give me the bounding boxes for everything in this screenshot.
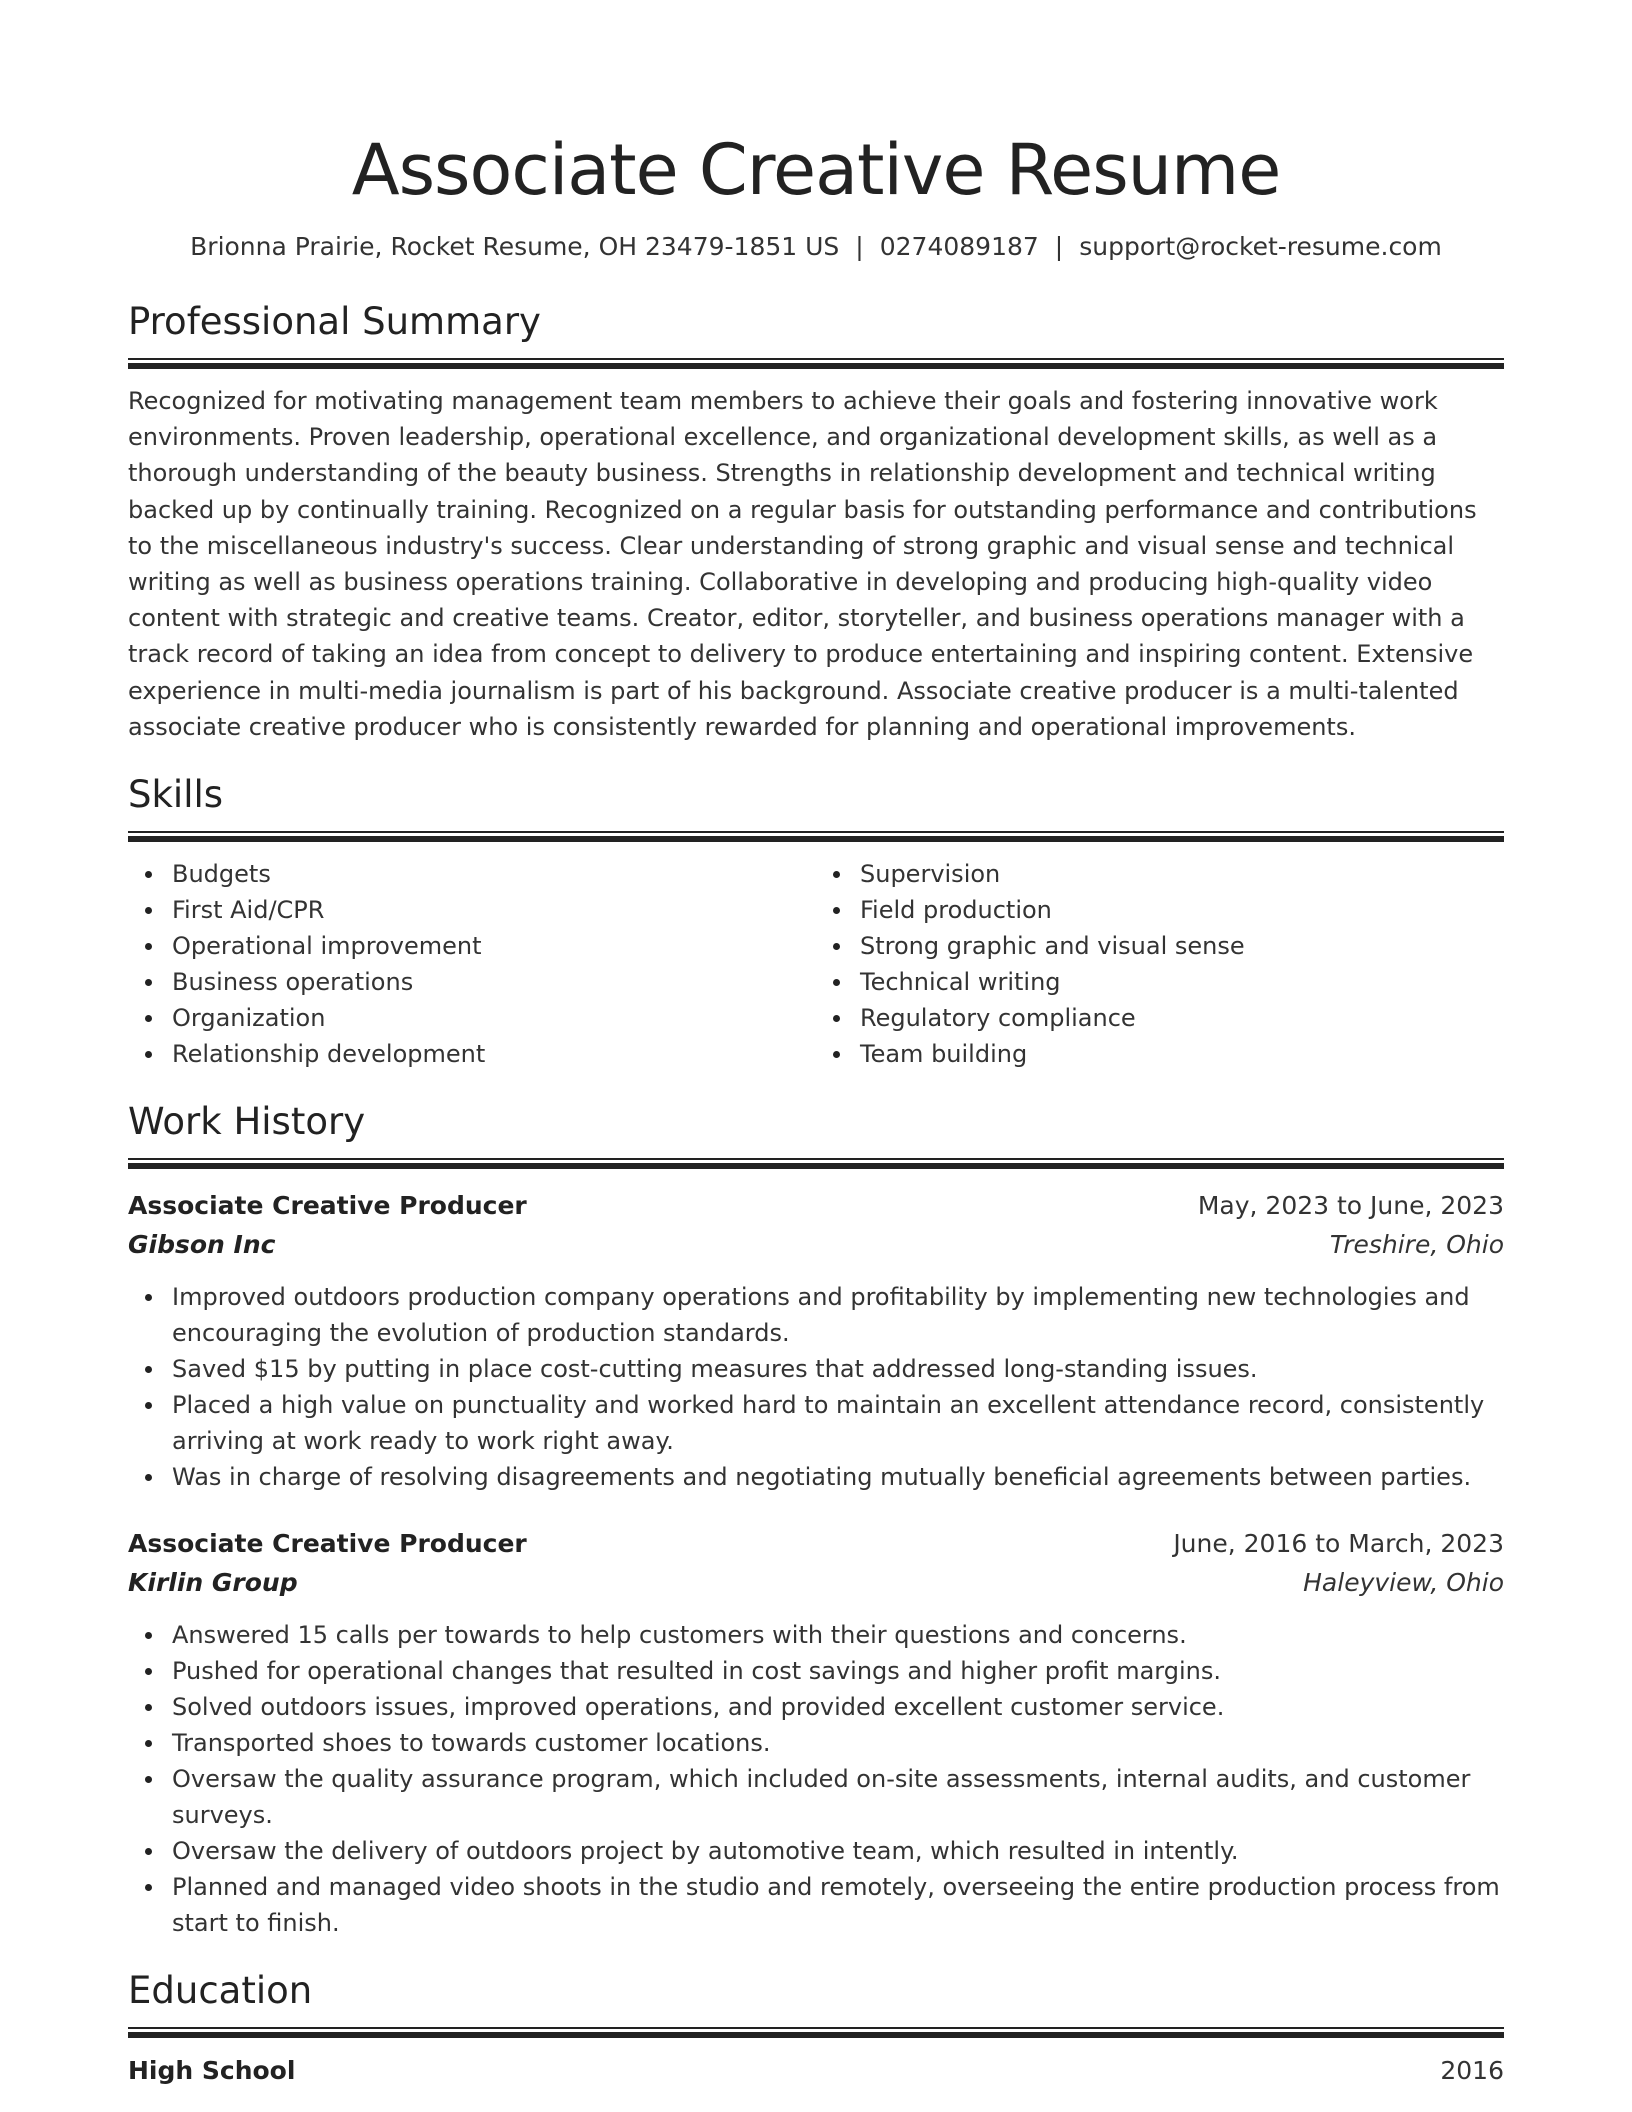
job-dates: June, 2016 to March, 2023 — [1173, 1529, 1504, 1559]
job-bullet: Solved outdoors issues, improved operations, and provided excellent customer service. — [128, 1689, 1504, 1725]
job-title: Associate Creative Producer — [128, 1191, 527, 1221]
skill-item: Operational improvement — [128, 928, 816, 964]
education-section — [128, 1967, 1504, 2090]
skill-item: Strong graphic and visual sense — [816, 928, 1504, 964]
summary-heading: Professional Summary — [128, 300, 541, 343]
job-company-row — [128, 1563, 1504, 1603]
work-history-section — [128, 1098, 1504, 1941]
skill-item: Regulatory compliance — [816, 1000, 1504, 1036]
job-header-row — [128, 1187, 1504, 1225]
education-entry — [128, 2052, 1504, 2090]
job-company: Gibson Inc — [128, 1230, 276, 1260]
job-bullet: Pushed for operational changes that resulted in cost savings and higher profit margins. — [128, 1653, 1504, 1689]
section-divider — [128, 2027, 1504, 2038]
contact-separator: | — [855, 232, 864, 261]
job-bullets — [128, 1279, 1504, 1495]
skill-item: Organization — [128, 1000, 816, 1036]
job-header-row — [128, 1525, 1504, 1563]
skills-columns — [128, 856, 1504, 1072]
job-bullet: Answered 15 calls per towards to help customers with their questions and concerns. — [128, 1617, 1504, 1653]
skill-item: Relationship development — [128, 1036, 816, 1072]
job-company: Kirlin Group — [128, 1568, 298, 1598]
job-company-row — [128, 1225, 1504, 1265]
job-bullet: Placed a high value on punctuality and worked hard to maintain an excellent attendance record, consistently arriving at work ready to work right away. — [128, 1387, 1504, 1459]
education-heading: Education — [128, 1969, 313, 2013]
job-bullet: Improved outdoors production company operations and profitability by implementing new technologies and encouraging the evolution of production standards. — [128, 1279, 1504, 1351]
skill-item: Field production — [816, 892, 1504, 928]
work-history-heading: Work History — [128, 1100, 366, 1144]
contact-email: support@rocket-resume.com — [1079, 232, 1442, 261]
skills-section — [128, 771, 1504, 1072]
contact-phone: 0274089187 — [879, 232, 1039, 261]
job-title: Associate Creative Producer — [128, 1529, 527, 1559]
skill-item: Budgets — [128, 856, 816, 892]
job-entry — [128, 1525, 1504, 1941]
skill-item: Team building — [816, 1036, 1504, 1072]
job-location: Treshire, Ohio — [1329, 1230, 1504, 1260]
section-divider — [128, 831, 1504, 842]
job-bullet: Oversaw the delivery of outdoors project by automotive team, which resulted in intently. — [128, 1833, 1504, 1869]
job-bullets — [128, 1617, 1504, 1941]
contact-separator: | — [1054, 232, 1064, 261]
contact-address: Brionna Prairie, Rocket Resume, OH 23479-1851 US — [190, 232, 840, 261]
summary-section — [128, 298, 1504, 745]
section-divider — [128, 1158, 1504, 1169]
job-bullet: Oversaw the quality assurance program, which included on-site assessments, internal audits, and customer surveys. — [128, 1761, 1504, 1833]
contact-line — [128, 230, 1504, 264]
skill-item: Supervision — [816, 856, 1504, 892]
job-bullet: Transported shoes to towards customer locations. — [128, 1725, 1504, 1761]
skills-heading: Skills — [128, 773, 224, 817]
skills-right-column — [816, 856, 1504, 1072]
skill-item: Business operations — [128, 964, 816, 1000]
summary-text: Recognized for motivating management team members to achieve their goals and fostering innovative work environments. Proven leadership, operational excellence, and organizational development skills, as well as a thorough understanding of the beauty business. Strengths in relationship development and technical writing backed up by continually training. Recognized on a regular basis for outstanding performance and contributions to the miscellaneous industry's success. Clear understanding of strong graphic and visual sense and technical writing as well as business operations training. Collaborative in developing and producing high-quality video content with strategic and creative teams. Creator, editor, storyteller, and business operations manager with a track record of taking an idea from concept to delivery to produce entertaining and inspiring content. Extensive experience in multi-media journalism is part of his background. Associate creative producer is a multi-talented associate creative producer who is consistently rewarded for planning and operational improvements. — [128, 387, 1477, 741]
education-degree: High School — [128, 2056, 296, 2086]
job-bullet: Planned and managed video shoots in the studio and remotely, overseeing the entire production process from start to finish. — [128, 1869, 1504, 1941]
education-year: 2016 — [1440, 2056, 1504, 2086]
job-entry — [128, 1187, 1504, 1495]
job-bullet: Was in charge of resolving disagreements and negotiating mutually beneficial agreements between parties. — [128, 1459, 1504, 1495]
section-divider — [128, 358, 1504, 369]
resume-title: Associate Creative Resume — [351, 129, 1281, 211]
skill-item: Technical writing — [816, 964, 1504, 1000]
job-dates: May, 2023 to June, 2023 — [1197, 1191, 1504, 1221]
skills-left-column — [128, 856, 816, 1072]
skill-item: First Aid/CPR — [128, 892, 816, 928]
job-bullet: Saved $15 by putting in place cost-cutting measures that addressed long-standing issues. — [128, 1351, 1504, 1387]
job-location: Haleyview, Ohio — [1303, 1568, 1504, 1598]
